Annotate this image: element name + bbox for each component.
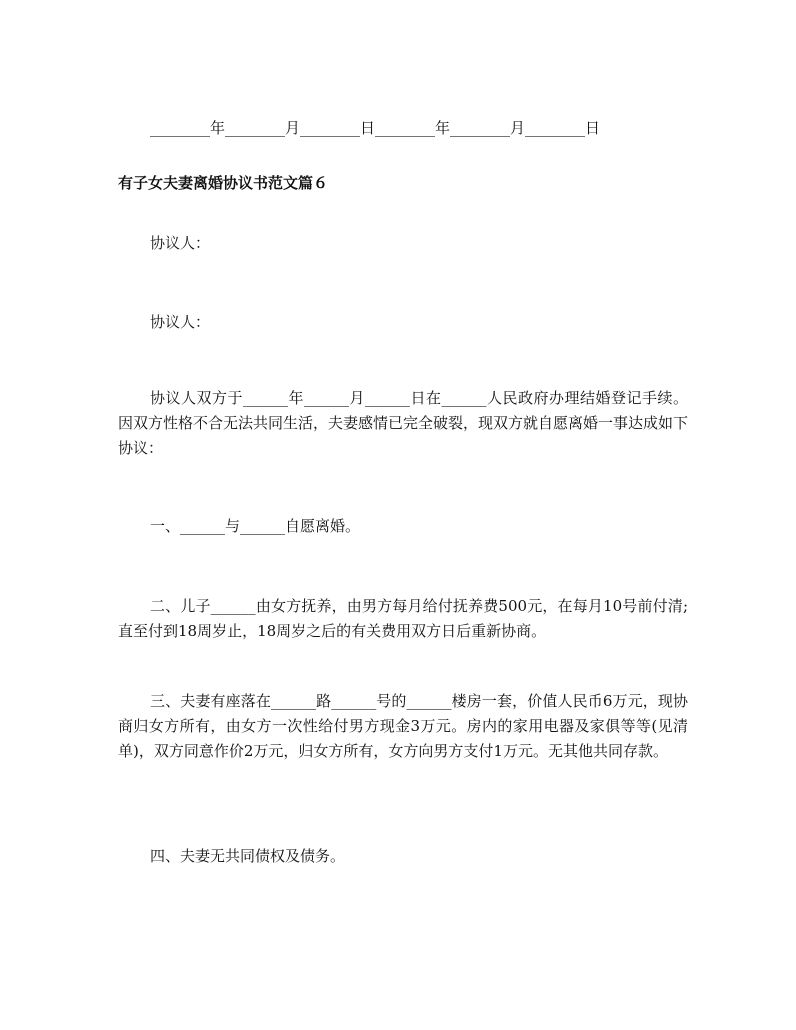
clause-one: 一、______与______自愿离婚。 [150, 517, 361, 535]
party-one-label: 协议人： [150, 234, 211, 252]
party-two-label: 协议人： [150, 313, 211, 331]
intro-paragraph: 协议人双方于______年______月______日在______人民政府办理结婚登记手续。因双方性格不合无法共同生活，夫妻感情已完全破裂，现双方就自愿离婚一事达成如下协议： [118, 389, 689, 457]
clause-two: 二、儿子______由女方抚养，由男方每月给付抚养费500元，在每月10号前付清;直至付到18周岁止，18周岁之后的有关费用双方日后重新协商。 [118, 597, 688, 640]
clause-four: 四、夫妻无共同债权及债务。 [150, 847, 346, 865]
signature-date-line: ________年________月________日________年________月________日 [150, 119, 601, 137]
section-heading: 有子女夫妻离婚协议书范文篇６ [118, 174, 329, 192]
clause-three: 三、夫妻有座落在______路______号的______楼房一套，价值人民币6万元，现协商归女方所有，由女方一次性给付男方现金3万元。房内的家用电器及家俱等等(见清单)，双方同意作价2万元，归女方所有，女方向男方支付1万元。无其他共同存款。 [118, 692, 688, 760]
